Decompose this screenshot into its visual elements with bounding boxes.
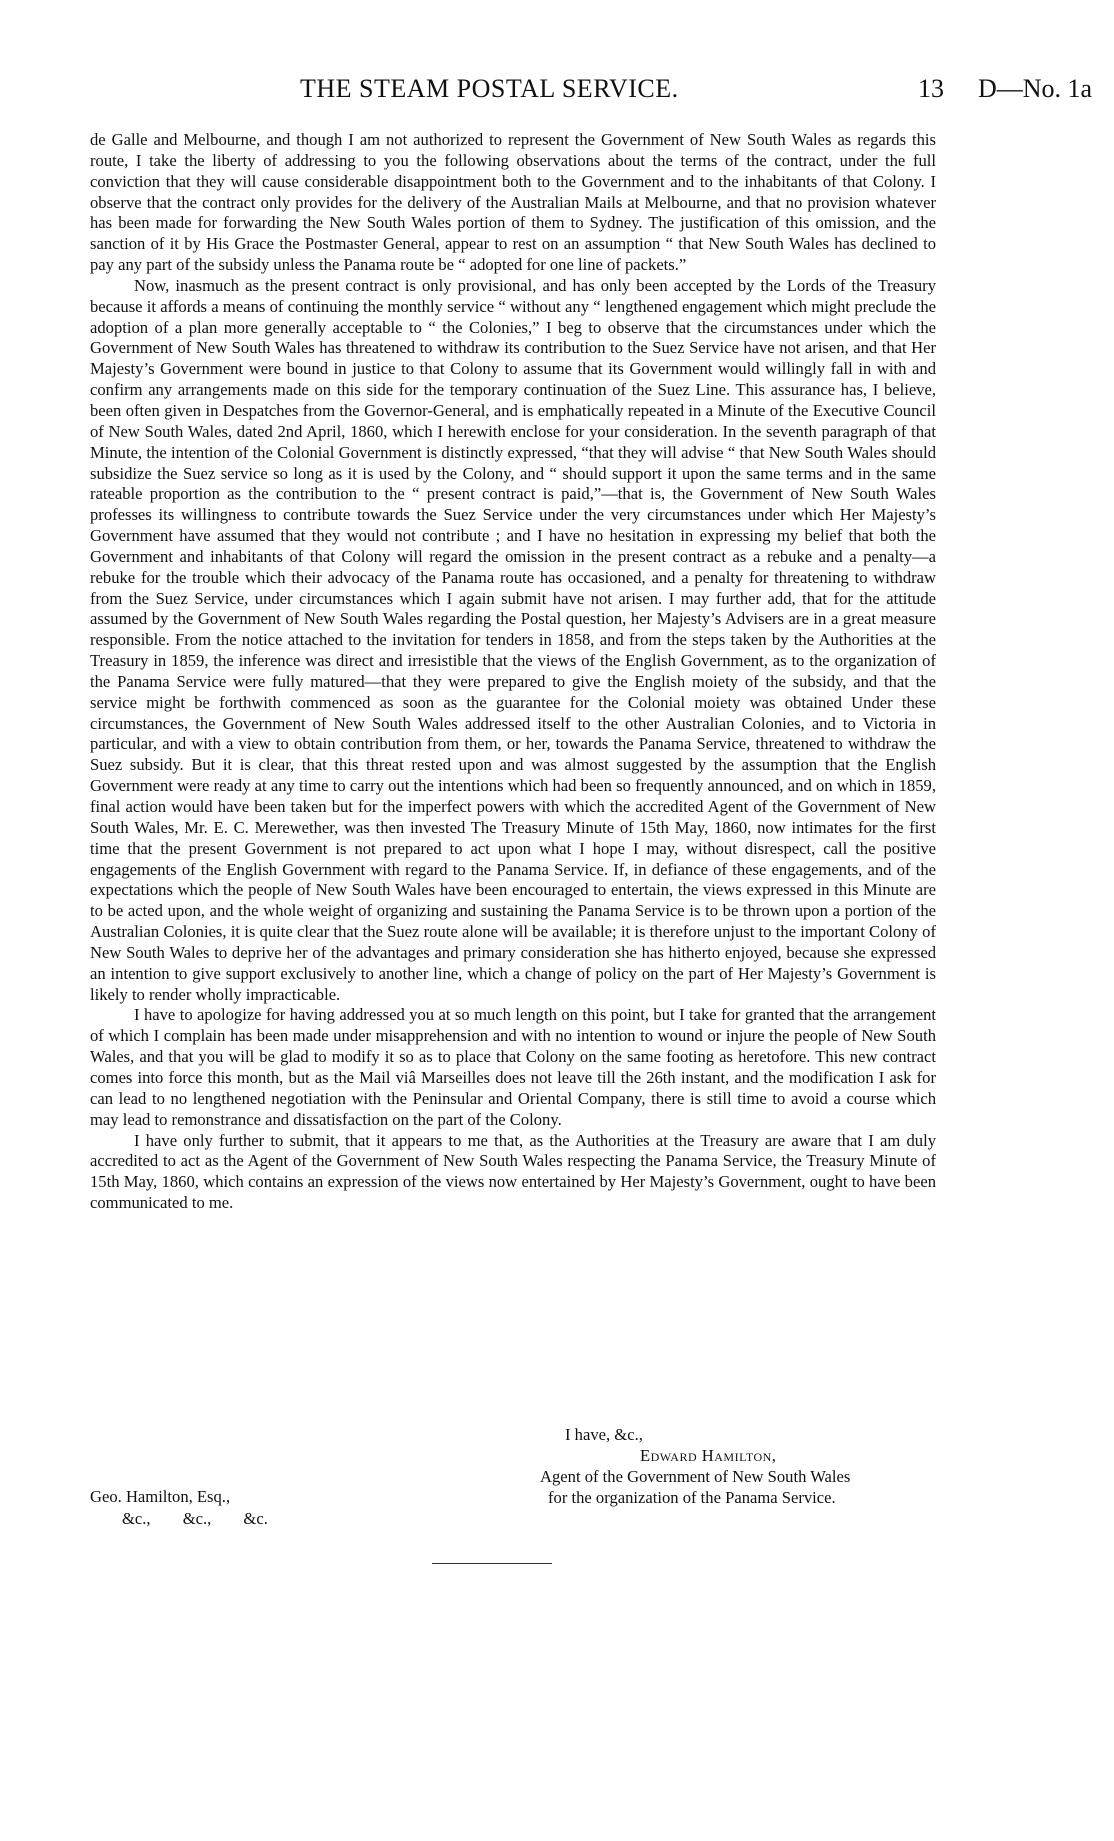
letter-body — [90, 130, 936, 1214]
signatory-title-line-1: Agent of the Government of New South Wales — [540, 1466, 851, 1486]
addressee-etc: &c., &c., &c. — [122, 1509, 268, 1528]
addressee-name: Geo. Hamilton, Esq., — [90, 1487, 231, 1506]
closing-salutation: I have, &c., — [565, 1425, 643, 1444]
paragraph-2: Now, inasmuch as the present contract is only provisional, and has only been accepted by the Lords of the Treasury because it affords a means of continuing the monthly service “ without any “ lengthened engagement which might preclude the adoption of a plan more generally acceptable to “ the Colonies,” I beg to observe that the circumstances under which the Government of New South Wales has threatened to withdraw its contribution to the Suez Service have not arisen, and that Her Majesty’s Government were bound in justice to that Colony to assume that its Government would willingly fall in with and confirm any arrangements made on this side for the temporary continuation of the Suez Line. This assurance has, I believe, been often given in Despatches from the Governor-General, and is emphatically repeated in a Minute of the Executive Council of New South Wales, dated 2nd April, 1860, which I herewith enclose for your consideration. In the seventh paragraph of that Minute, the intention of the Colonial Government is distinctly expressed, “that they will advise “ that New South Wales should subsidize the Suez service so long as it is used by the Colony, and “ should support it upon the same terms and in the same rateable proportion as the contribution to the “ present contract is paid,”—that is, the Government of New South Wales professes its willingness to contribute towards the Suez Service under the very circumstances under which Her Majesty’s Government have assumed that they would not contribute ; and I have no hesitation in expressing my belief that both the Government and inhabitants of that Colony will regard the omission in the present contract as a rebuke and a penalty—a rebuke for the trouble which their advocacy of the Panama route has occasioned, and a penalty for threatening to withdraw from the Suez Service, under circumstances which I again submit have not arisen. I may further add, that for the attitude assumed by the Government of New South Wales regarding the Postal question, her Majesty’s Advisers are in a great measure responsible. From the notice attached to the invitation for tenders in 1858, and from the steps taken by the Authorities at the Treasury in 1859, the inference was direct and irresistible that the views of the English Government, as to the organization of the Panama Service were fully matured—that they were prepared to give the English moiety of the subsidy, and that the service might be forthwith commenced as soon as the guarantee for the Colonial moiety was obtained Under these circumstances, the Government of New South Wales addressed itself to the other Australian Colonies, and to Victoria in particular, and with a view to obtain contribution from them, or her, towards the Panama Service, threatened to withdraw the Suez subsidy. But it is clear, that this threat rested upon and was almost suggested by the assumption that the English Government were ready at any time to carry out the intentions which had been so frequently announced, and on which in 1859, final action would have been taken but for the imperfect powers with which the accredited Agent of the Government of New South Wales, Mr. E. C. Merewether, was then invested The Treasury Minute of 15th May, 1860, now intimates for the first time that the present Government is not prepared to act upon what I hope I may, without disrespect, call the positive engagements of the English Government with regard to the Panama Service. If, in defiance of these engagements, and of the expectations which the people of New South Wales have been encouraged to entertain, the views expressed in this Minute are to be acted upon, and the whole weight of organizing and sustaining the Panama Service is to be thrown upon a portion of the Australian Colonies, it is quite clear that the Suez route alone will be available; it is therefore unjust to the important Colony of New South Wales to deprive her of the advantages and primary consideration she has hitherto enjoyed, because she expressed an intention to give support exclusively to another line, which a change of policy on the part of Her Majesty’s Government is likely to render wholly impracticable. — [90, 275, 936, 1004]
document-reference: D—No. 1a — [978, 74, 1093, 103]
signature: Edward Hamilton, — [640, 1445, 777, 1465]
page-number: 13 — [918, 74, 944, 103]
paragraph-4: I have only further to submit, that it appears to me that, as the Authorities at the Treasury are aware that I am duly accredited to act as the Agent of the Government of New South Wales respecting the Panama Service, the Treasury Minute of 15th May, 1860, which contains an expression of the views now entertained by Her Majesty’s Government, ought to have been communicated to me. — [90, 1130, 936, 1213]
letter-closing — [540, 1425, 940, 1508]
addressee-block — [90, 1486, 268, 1530]
section-divider — [432, 1563, 552, 1564]
page-header — [0, 74, 1114, 114]
paragraph-3: I have to apologize for having addressed you at so much length on this point, but I take for granted that the arrangement of which I complain has been made under misapprehension and with no intention to wound or injure the people of New South Wales, and that you will be glad to modify it so as to place that Colony on the same footing as heretofore. This new contract comes into force this month, but as the Mail viâ Marseilles does not leave till the 26th instant, and the modification I ask for can lead to no lengthened negotiation with the Peninsular and Oriental Company, there is still time to avoid a course which may lead to remonstrance and dissatisfaction on the part of the Colony. — [90, 1005, 936, 1129]
signatory-title-line-2: for the organization of the Panama Service. — [548, 1487, 836, 1507]
running-title: THE STEAM POSTAL SERVICE. — [300, 74, 679, 103]
paragraph-1: de Galle and Melbourne, and though I am not authorized to represent the Government of New South Wales as regards this route, I take the liberty of addressing to you the following observations about the terms of the contract, under the full conviction that they will cause considerable disappointment both to the Government and to the inhabitants of that Colony. I observe that the contract only provides for the delivery of the Australian Mails at Melbourne, and that no provision whatever has been made for forwarding the New South Wales portion of them to Sydney. The justification of this omission, and the sanction of it by His Grace the Postmaster General, appear to rest on an assumption “ that New South Wales has declined to pay any part of the subsidy unless the Panama route be “ adopted for one line of packets.” — [90, 130, 936, 275]
